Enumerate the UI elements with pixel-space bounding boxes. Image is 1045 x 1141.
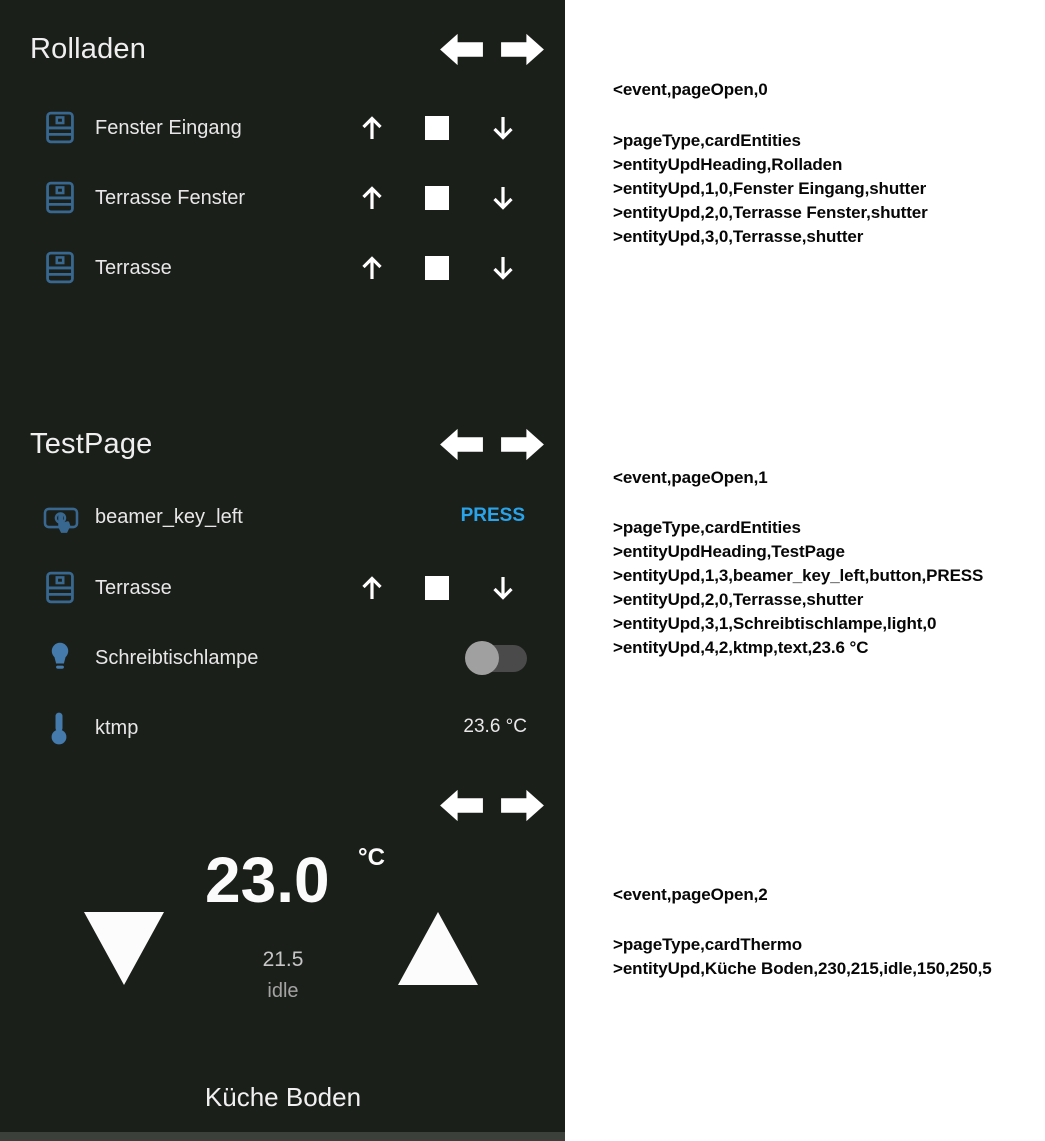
protocol-block	[613, 516, 983, 660]
protocol-event-line: <event,pageOpen,1	[613, 468, 768, 487]
protocol-line: >pageType,cardThermo	[613, 935, 802, 954]
nav-next-icon[interactable]	[501, 31, 544, 68]
protocol-line: >entityUpd,2,0,Terrasse,shutter	[613, 590, 864, 609]
window-shutter-icon	[45, 571, 75, 604]
protocol-block	[613, 129, 928, 249]
card-thermo	[0, 760, 565, 1141]
protocol-line: >pageType,cardEntities	[613, 518, 801, 537]
temp-down-button[interactable]	[84, 912, 164, 986]
window-shutter-icon	[45, 111, 75, 144]
protocol-line: >entityUpd,4,2,ktmp,text,23.6 °C	[613, 638, 869, 657]
shutter-stop-button[interactable]	[425, 576, 449, 600]
shutter-up-button[interactable]	[357, 113, 387, 143]
nav-next-icon[interactable]	[501, 787, 544, 824]
card-entities-testpage	[0, 380, 565, 760]
target-temperature: 21.5	[262, 948, 304, 971]
shutter-stop-button[interactable]	[425, 256, 449, 280]
protocol-line: >entityUpdHeading,Rolladen	[613, 155, 843, 174]
nav-prev-icon[interactable]	[440, 426, 483, 463]
protocol-line: >entityUpd,1,3,beamer_key_left,button,PRESS	[613, 566, 984, 585]
text-entity-value: 23.6 °C	[463, 716, 527, 737]
current-temperature: 23.0	[205, 844, 330, 916]
protocol-event-line: <event,pageOpen,0	[613, 80, 768, 99]
shutter-down-button[interactable]	[488, 183, 518, 213]
gesture-tap-button-icon	[42, 502, 80, 534]
hvac-state: idle	[267, 980, 299, 1002]
protocol-line: >entityUpd,2,0,Terrasse Fenster,shutter	[613, 203, 928, 222]
card-entities-rolladen	[0, 0, 565, 380]
lightbulb-icon	[47, 640, 73, 674]
card-heading: Rolladen	[30, 33, 147, 65]
protocol-event-line: <event,pageOpen,2	[613, 885, 768, 904]
protocol-line: >entityUpd,Küche Boden,230,215,idle,150,250,5	[613, 959, 992, 978]
entity-label: Terrasse	[95, 577, 172, 599]
card-heading: TestPage	[30, 428, 153, 460]
thermometer-icon	[50, 711, 68, 745]
thermo-entity-name: Küche Boden	[204, 1082, 362, 1112]
entity-label: ktmp	[95, 717, 139, 739]
entity-label: Fenster Eingang	[95, 117, 242, 139]
shutter-down-button[interactable]	[488, 573, 518, 603]
press-button[interactable]: PRESS	[460, 505, 525, 526]
shutter-down-button[interactable]	[488, 113, 518, 143]
window-shutter-icon	[45, 181, 75, 214]
panel-bottom-edge	[0, 1132, 565, 1141]
temperature-unit: °C	[358, 844, 385, 871]
shutter-stop-button[interactable]	[425, 186, 449, 210]
shutter-up-button[interactable]	[357, 183, 387, 213]
protocol-line: >entityUpd,1,0,Fenster Eingang,shutter	[613, 179, 927, 198]
entity-label: Terrasse Fenster	[95, 187, 246, 209]
window-shutter-icon	[45, 251, 75, 284]
shutter-down-button[interactable]	[488, 253, 518, 283]
protocol-line: >entityUpdHeading,TestPage	[613, 542, 845, 561]
protocol-block	[613, 933, 992, 981]
protocol-line: >entityUpd,3,0,Terrasse,shutter	[613, 227, 864, 246]
entity-label: Terrasse	[95, 257, 172, 279]
protocol-line: >pageType,cardEntities	[613, 131, 801, 150]
toggle-knob	[465, 641, 499, 675]
light-toggle-off[interactable]	[465, 640, 527, 676]
nav-prev-icon[interactable]	[440, 787, 483, 824]
nav-prev-icon[interactable]	[440, 31, 483, 68]
shutter-up-button[interactable]	[357, 573, 387, 603]
nav-next-icon[interactable]	[501, 426, 544, 463]
temp-up-button[interactable]	[398, 912, 478, 986]
entity-label: Schreibtischlampe	[95, 647, 259, 669]
shutter-stop-button[interactable]	[425, 116, 449, 140]
entity-label: beamer_key_left	[95, 506, 243, 528]
shutter-up-button[interactable]	[357, 253, 387, 283]
protocol-line: >entityUpd,3,1,Schreibtischlampe,light,0	[613, 614, 937, 633]
